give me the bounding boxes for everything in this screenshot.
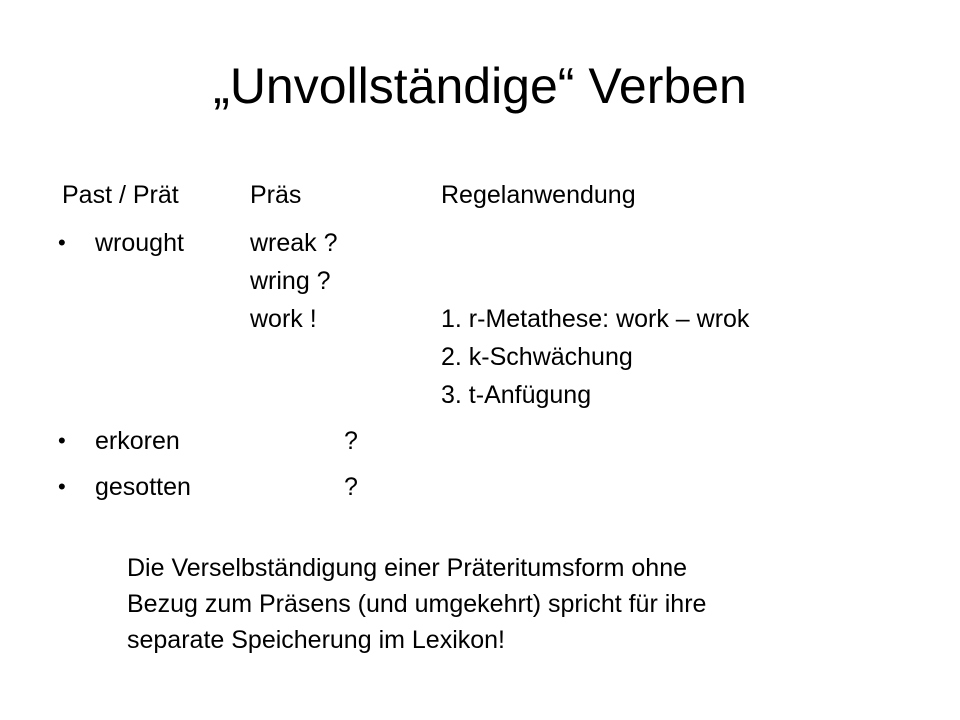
note-line-2: Bezug zum Präsens (und umgekehrt) spricht für ihre bbox=[127, 590, 707, 618]
present-candidate-2: wring ? bbox=[250, 267, 331, 295]
bullet-icon: • bbox=[58, 428, 66, 453]
present-candidate-1: wreak ? bbox=[250, 229, 338, 257]
present-candidate-3: work ! bbox=[250, 305, 317, 333]
rule-step-1: 1. r-Metathese: work – wrok bbox=[441, 305, 750, 333]
conclusion-note bbox=[127, 550, 706, 658]
past-form-wrought: wrought bbox=[95, 229, 184, 257]
rule-step-3: 3. t-Anfügung bbox=[441, 381, 592, 409]
present-unknown-mark: ? bbox=[344, 427, 358, 455]
bullet-icon: • bbox=[58, 230, 66, 255]
column-header-past: Past / Prät bbox=[62, 181, 179, 209]
column-header-present: Präs bbox=[250, 181, 302, 209]
note-line-1: Die Verselbständigung einer Präteritumsform ohne bbox=[127, 554, 688, 582]
rule-step-2: 2. k-Schwächung bbox=[441, 343, 633, 371]
past-form-erkoren: erkoren bbox=[95, 427, 180, 455]
past-form-gesotten: gesotten bbox=[95, 473, 191, 501]
note-line-3: separate Speicherung im Lexikon! bbox=[127, 626, 506, 654]
bullet-icon: • bbox=[58, 474, 66, 499]
column-header-rule: Regelanwendung bbox=[441, 181, 636, 209]
slide-title: „Unvollständige“ Verben bbox=[213, 58, 747, 114]
present-unknown-mark: ? bbox=[344, 473, 358, 501]
